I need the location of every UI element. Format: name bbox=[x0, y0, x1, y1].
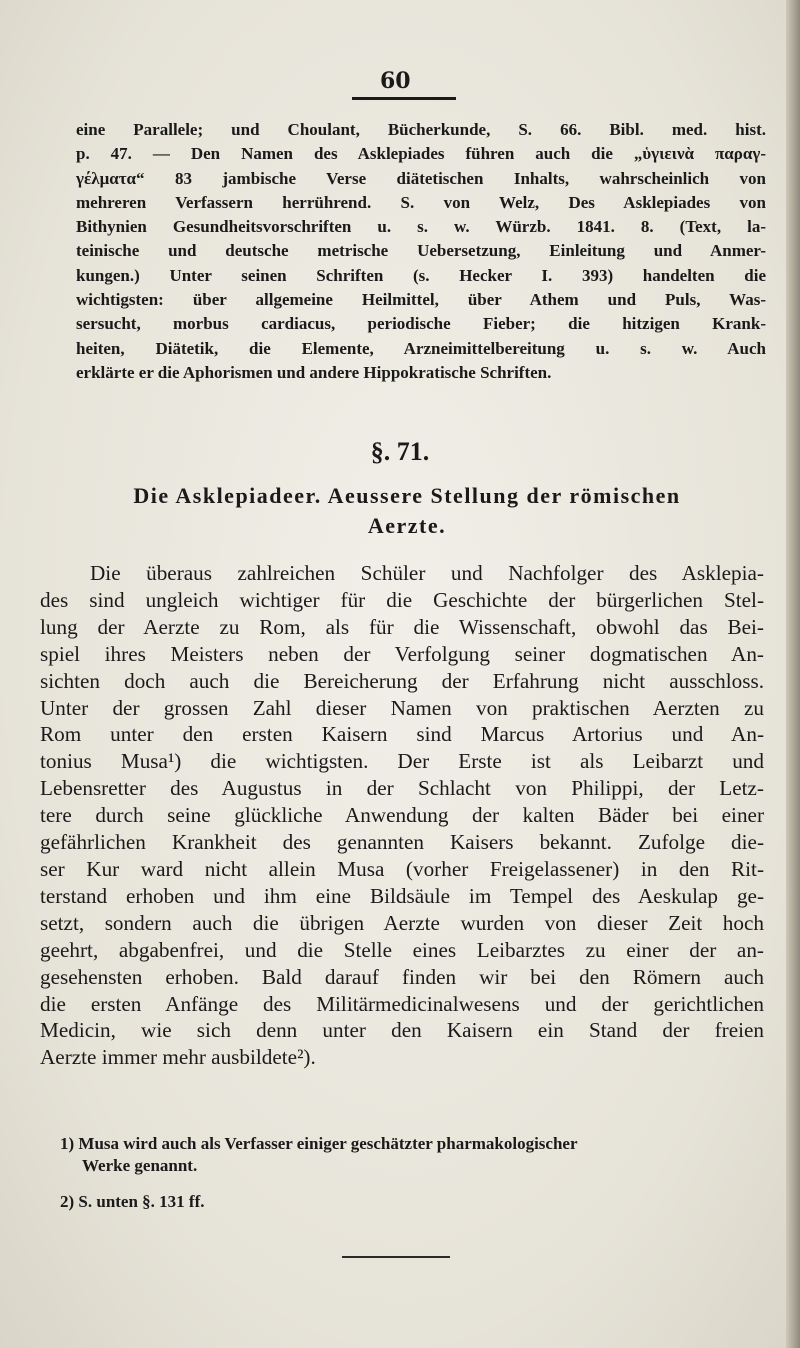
header-rule bbox=[352, 97, 456, 100]
note-line: heiten, Diätetik, die Elemente, Arzneimittelbereitung u. s. w. Auch bbox=[76, 338, 766, 358]
body-line: Unter der grossen Zahl dieser Namen von praktischen Aerzten zu bbox=[40, 695, 764, 720]
body-line: tonius Musa¹) die wichtigsten. Der Erste ist als Leibarzt und bbox=[40, 749, 764, 774]
note-line: mehreren Verfassern herrührend. S. von Welz, Des Asklepiades von bbox=[76, 192, 766, 212]
body-line: des sind ungleich wichtiger für die Geschichte der bürgerlichen Stel- bbox=[40, 587, 764, 612]
footnote-spacer bbox=[60, 1177, 766, 1191]
body-line: gefährlichen Krankheit des genannten Kaisers bekannt. Zufolge die- bbox=[40, 830, 764, 855]
section-title-line: Aerzte. bbox=[367, 513, 447, 538]
note-line: p. 47. — Den Namen des Asklepiades führen auch die „ὑγιεινὰ παραγ- bbox=[76, 144, 766, 164]
bottom-rule bbox=[342, 1256, 450, 1258]
note-line: wichtigsten: über allgemeine Heilmittel, über Athem und Puls, Was- bbox=[76, 290, 766, 310]
body-line: spiel ihres Meisters neben der Verfolgung seiner dogmatischen An- bbox=[40, 641, 764, 666]
footnote-2: 2) S. unten §. 131 ff. bbox=[60, 1192, 205, 1211]
note-line: eine Parallele; und Choulant, Bücherkunde, S. 66. Bibl. med. hist. bbox=[76, 120, 766, 139]
body-line: gesehensten erhoben. Bald darauf finden wir bei den Römern auch bbox=[40, 964, 764, 989]
page-number: 60 bbox=[380, 68, 411, 94]
body-line: setzt, sondern auch die übrigen Aerzte wurden von dieser Zeit hoch bbox=[40, 910, 764, 935]
note-line: kungen.) Unter seinen Schriften (s. Hecker I. 393) handelten die bbox=[76, 265, 766, 285]
footnote-1-continuation: Werke genannt. bbox=[82, 1156, 198, 1175]
note-line: teinische und deutsche metrische Uebersetzung, Einleitung und Anmer- bbox=[76, 241, 766, 261]
body-line: Die überaus zahlreichen Schüler und Nachfolger des Asklepia- bbox=[90, 561, 764, 585]
body-line: Aerzte immer mehr ausbildete²). bbox=[40, 1045, 316, 1070]
body-paragraph bbox=[40, 560, 764, 1071]
body-line: tere durch seine glückliche Anwendung der kalten Bäder bei einer bbox=[40, 803, 764, 828]
footnote-1: 1) Musa wird auch als Verfasser einiger geschätzter pharmakologischer bbox=[60, 1134, 578, 1153]
note-line: erklärte er die Aphorismen und andere Hippokratische Schriften. bbox=[76, 362, 552, 382]
page-edge-shadow bbox=[786, 0, 800, 1348]
body-line: terstand erhoben und ihm eine Bildsäule im Tempel des Aeskulap ge- bbox=[40, 883, 764, 908]
section-title-line: Die Asklepiadeer. Aeussere Stellung der römischen bbox=[133, 483, 681, 508]
footnotes bbox=[60, 1133, 766, 1213]
body-line: sichten doch auch die Bereicherung der Erfahrung nicht ausschloss. bbox=[40, 668, 764, 693]
note-line: Bithynien Gesundheitsvorschriften u. s. w. Würzb. 1841. 8. (Text, la- bbox=[76, 217, 766, 237]
body-line: Rom unter den ersten Kaisern sind Marcus Artorius und An- bbox=[40, 722, 764, 747]
body-line: die ersten Anfänge des Militärmedicinalwesens und der gerichtlichen bbox=[40, 991, 764, 1016]
note-line: γέλματα“ 83 jambische Verse diätetischen Inhalts, wahrscheinlich von bbox=[76, 168, 766, 188]
body-line: lung der Aerzte zu Rom, als für die Wissenschaft, obwohl das Bei- bbox=[40, 614, 764, 639]
section-title bbox=[52, 481, 762, 541]
note-line: sersucht, morbus cardiacus, periodische Fieber; die hitzigen Krank- bbox=[76, 314, 766, 334]
body-line: Lebensretter des Augustus in der Schlacht von Philippi, der Letz- bbox=[40, 776, 764, 801]
body-line: geehrt, abgabenfrei, und die Stelle eines Leibarztes zu einer der an- bbox=[40, 937, 764, 962]
body-line: ser Kur ward nicht allein Musa (vorher Freigelassener) in den Rit- bbox=[40, 856, 764, 881]
body-line: Medicin, wie sich denn unter den Kaisern ein Stand der freien bbox=[40, 1018, 764, 1043]
section-number: §. 71. bbox=[370, 437, 430, 466]
continued-footnote-block bbox=[76, 118, 766, 385]
